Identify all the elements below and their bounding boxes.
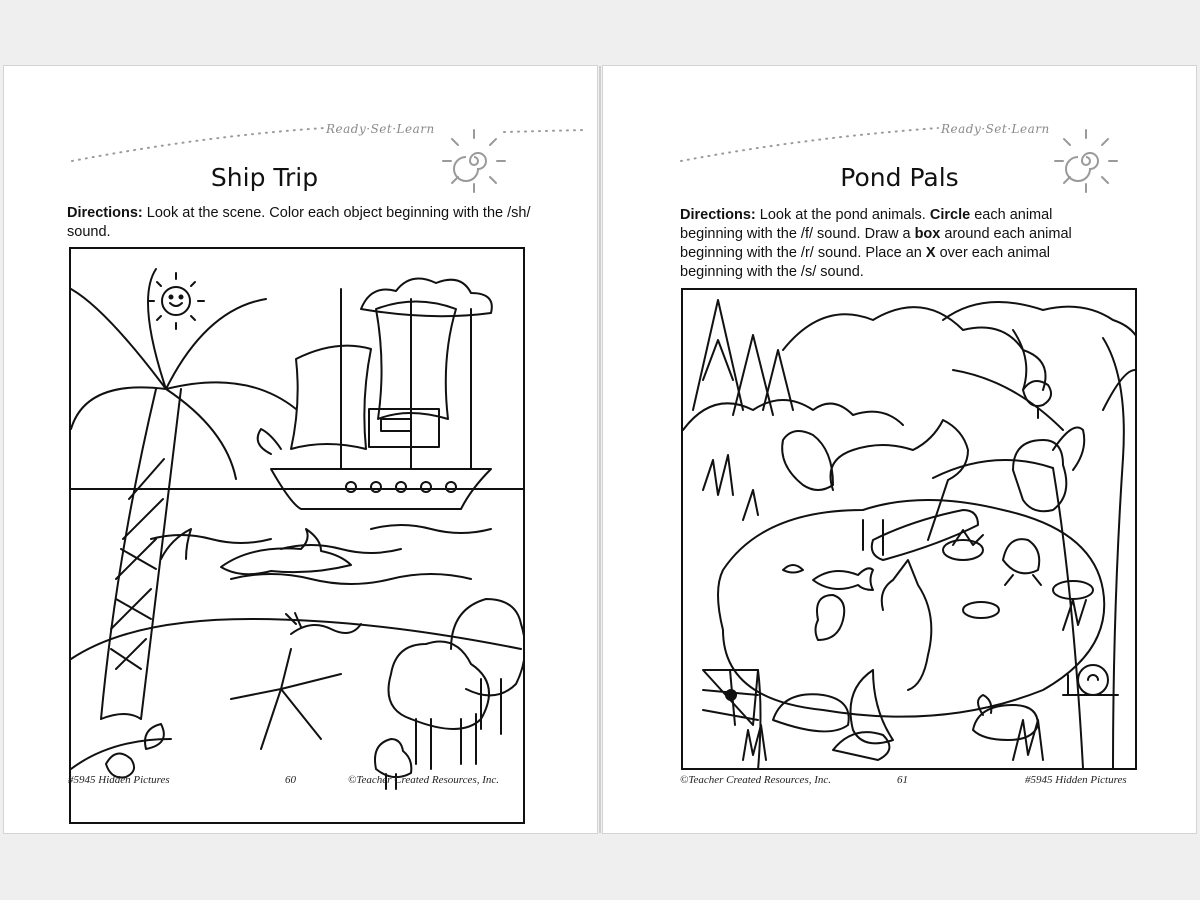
footer-book-code: #5945 Hidden Pictures [1025, 774, 1127, 786]
footer-book-code: #5945 Hidden Pictures [68, 774, 170, 786]
directions-keyword-box: box [914, 226, 941, 242]
brand-wordmark: Ready·Set·Learn [941, 122, 1050, 136]
directions-body-3: around each animal beginning with the /r/ sound. Place an [680, 226, 1072, 261]
directions-keyword-circle: Circle [929, 207, 971, 223]
directions-body-2: each animal beginning with the /f/ sound. Draw a [680, 207, 1053, 242]
directions-body-4: over each animal beginning with the /s/ sound. [680, 245, 1050, 280]
page-number: 60 [285, 774, 296, 786]
footer-copyright: ©Teacher Created Resources, Inc. [680, 774, 832, 786]
pond-scene-frame [681, 288, 1137, 770]
right-page [603, 66, 1196, 833]
page-title: Ship Trip [210, 163, 319, 192]
brand-wordmark: Ready·Set·Learn [326, 122, 435, 136]
pond-scene-illustration-icon [683, 290, 1135, 768]
directions-keyword-x: X [925, 245, 936, 261]
page-title: Pond Pals [840, 163, 959, 192]
book-spine [599, 66, 601, 833]
directions-label: Directions: [680, 207, 756, 223]
directions-text [680, 206, 1100, 282]
ship-scene-frame [69, 247, 525, 824]
left-page [4, 66, 597, 833]
footer-copyright: ©Teacher Created Resources, Inc. [348, 774, 500, 786]
directions-label: Directions: [67, 205, 143, 221]
directions-text [67, 204, 537, 242]
directions-body-1: Look at the pond animals. [759, 207, 926, 223]
page-number: 61 [897, 774, 908, 786]
ship-scene-illustration-icon [71, 249, 523, 822]
directions-body: Look at the scene. Color each object beginning with the /sh/ sound. [67, 205, 531, 240]
